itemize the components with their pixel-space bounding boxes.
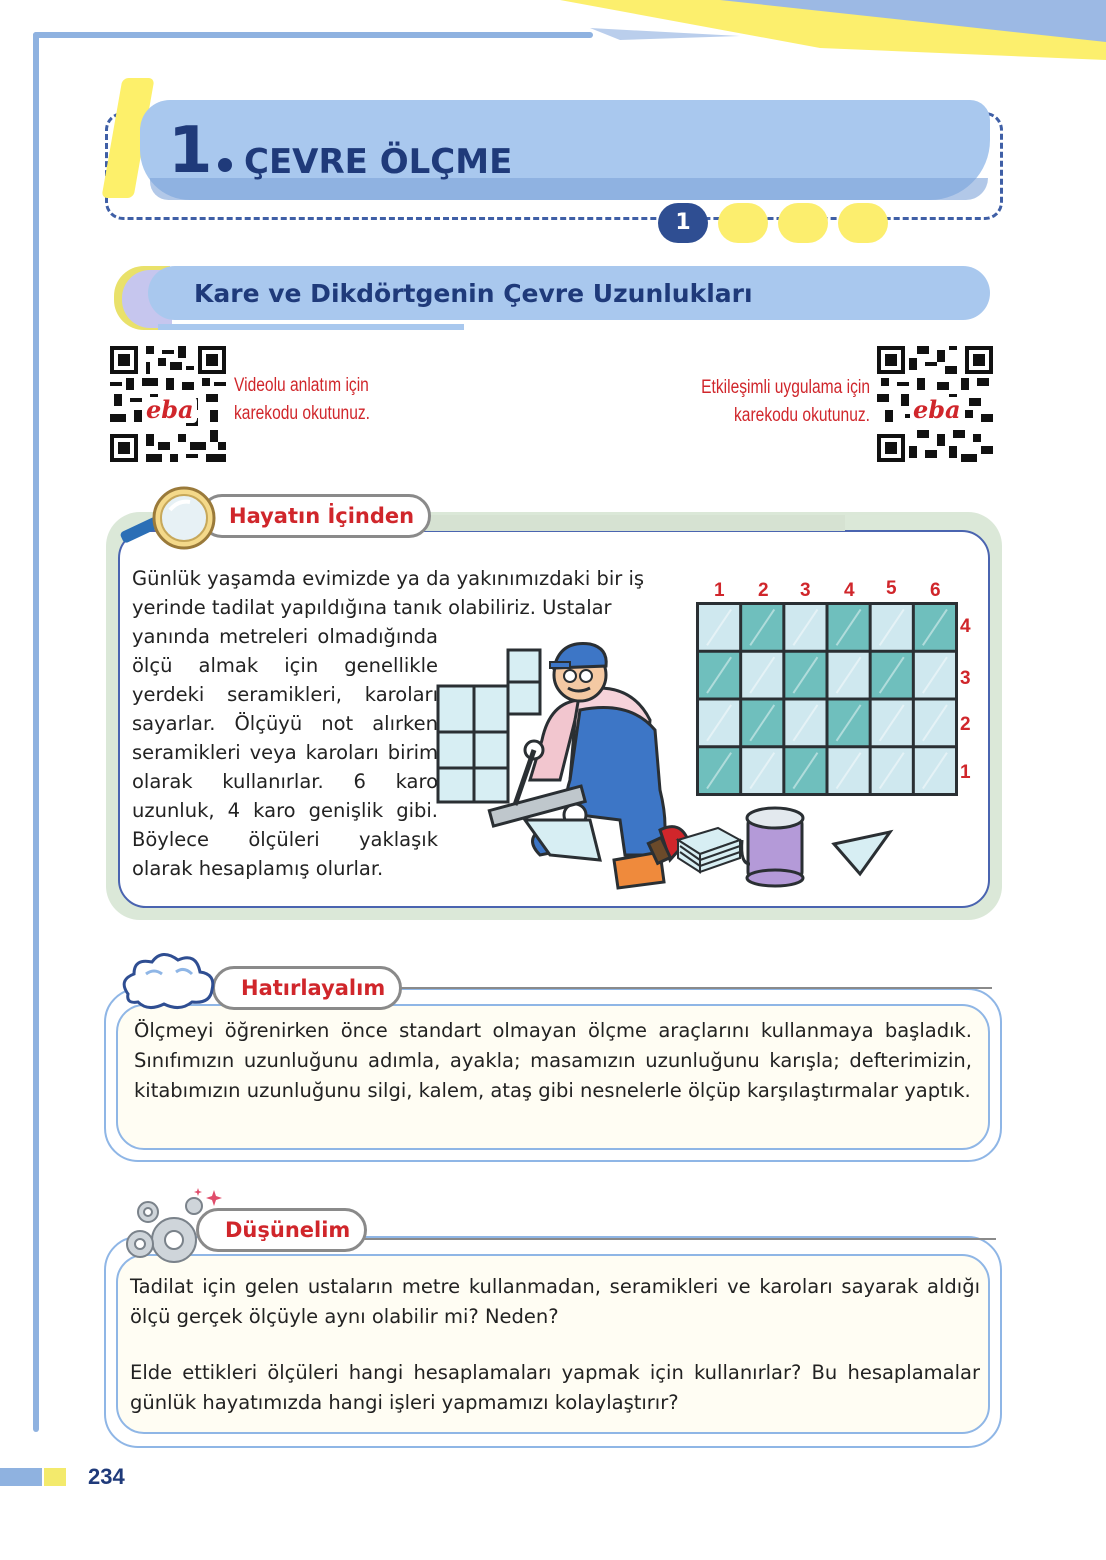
footer-blue-bar	[0, 1468, 42, 1486]
qr-caption-video-line-1: Videolu anlatım için	[234, 375, 369, 396]
chapter-title: ÇEVRE ÖLÇME	[244, 142, 513, 182]
tile-triangle-icon	[834, 832, 890, 874]
hayatin-icinden-text-top: Günlük yaşamda evimizde ya da yakınımızdaki bir iş yerinde tadilat yapıldığına tanık olabiliriz. Ustalar	[132, 567, 645, 619]
tile-row-4: 4	[960, 616, 971, 637]
tile-column-1: 1	[714, 580, 725, 601]
footer-yellow-bar	[44, 1468, 66, 1486]
tile-column-4: 4	[844, 580, 855, 601]
step-indicator-3	[778, 203, 828, 243]
section-title: Kare ve Dikdörtgenin Çevre Uzunlukları	[194, 279, 753, 308]
chapter-number: 1	[168, 114, 211, 188]
qr-caption-interactive-line-1: Etkileşimli uygulama için	[701, 377, 870, 398]
hayatin-icinden-tag: Hayatın İçinden	[200, 494, 431, 538]
tile-column-2: 2	[758, 580, 769, 601]
hatirlayalim-text: Ölçmeyi öğrenirken önce standart olmayan ölçme araçlarını kullanmaya başladık. Sınıfımızın uzunluğunu adımla, ayakla; masamızın uzunluğunu karışla; defterimizin, kitabımızın uzunluğunu silgi, kalem, ataş gibi nesnelerle ölçüp karşılaştırmalar yaptık.	[134, 1019, 972, 1102]
eba-logo-left: eba	[143, 397, 197, 423]
dusunelim-question-1: Tadilat için gelen ustaların metre kullanmadan, seramikleri ve karoları sayarak aldığı ölçü gerçek ölçüyle aynı olabilir mi? Neden?	[130, 1275, 980, 1328]
step-indicator-1: 1	[658, 203, 708, 243]
tile-column-3: 3	[800, 580, 811, 601]
page-top-border	[33, 32, 593, 38]
page-left-border	[33, 32, 39, 1432]
tile-row-1: 1	[960, 762, 971, 783]
dusunelim-question-2: Elde ettikleri ölçüleri hangi hesaplamaları yapmak için kullanırlar? Bu hesaplamalar günlük hayatımızda hangi işleri yapmamızı kolaylaştırır?	[130, 1361, 980, 1414]
tile-wall-illustration	[696, 602, 958, 796]
paint-bucket-icon	[742, 808, 803, 886]
section-title-underline	[158, 324, 464, 330]
tile-stack-icon	[678, 828, 740, 872]
tile-row-2: 2	[960, 714, 971, 735]
qr-caption-interactive-line-2: karekodu okutunuz.	[734, 405, 870, 426]
tools-illustration	[600, 800, 900, 890]
tile-column-5: 5	[886, 578, 897, 599]
qr-caption-video-line-2: karekodu okutunuz.	[234, 403, 370, 424]
hatirlayalim-tag-line	[392, 987, 992, 989]
qr-caption-interactive	[698, 374, 870, 430]
step-indicator-4	[838, 203, 888, 243]
hayatin-icinden-tag-strip	[425, 515, 845, 531]
dusunelim-tag-line	[346, 1238, 996, 1240]
gears-icon	[118, 1182, 238, 1272]
qr-caption-video	[234, 372, 370, 428]
hatirlayalim-tag: Hatırlayalım	[212, 966, 402, 1010]
eba-logo-right: eba	[910, 397, 964, 423]
tile-column-6: 6	[930, 580, 941, 601]
step-indicator-2	[718, 203, 768, 243]
dusunelim-tag: Düşünelim	[196, 1208, 367, 1252]
tile-row-3: 3	[960, 668, 971, 689]
trowel-icon	[614, 838, 670, 888]
hayatin-icinden-text-left: yanında metreleri olmadığında ölçü almak için genellikle yerdeki seramikleri, karoları sayarlar. Ölçüyü not alırken seramikleri veya karoları birim olarak kullanırlar. 6 karo uzunluk, 4 karo genişlik gibi. Böylece ölçüleri yaklaşık olarak hesaplamış olurlar.	[132, 625, 438, 880]
page-number: 234	[88, 1464, 125, 1489]
thought-cloud-icon	[118, 944, 228, 1014]
magnifier-icon	[118, 480, 228, 560]
chapter-number-dot	[218, 158, 232, 172]
